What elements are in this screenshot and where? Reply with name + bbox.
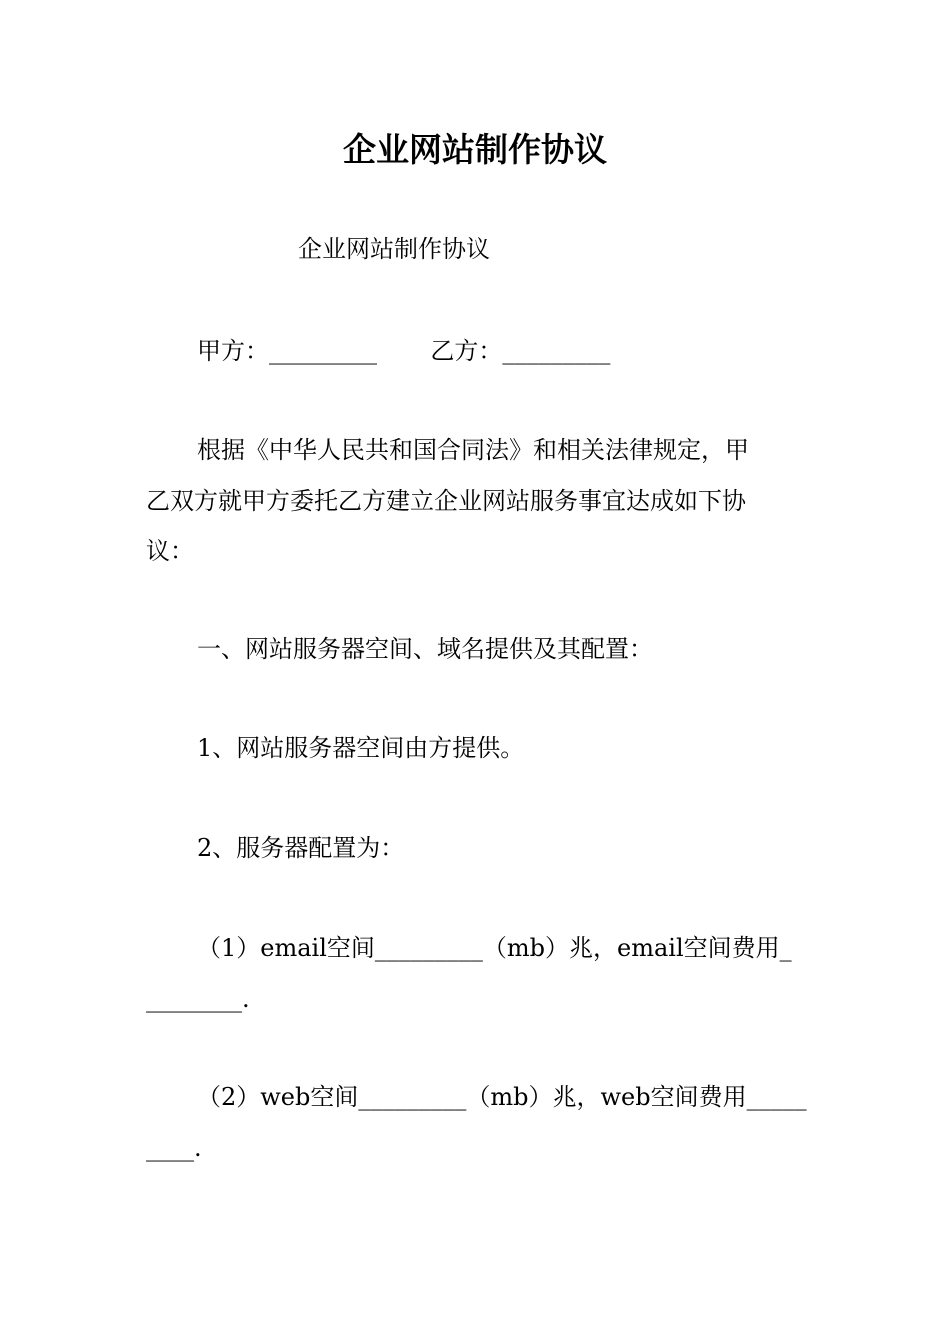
section1-heading: 一、网站服务器空间、域名提供及其配置： xyxy=(197,635,653,663)
document-title: 企业网站制作协议 xyxy=(343,130,607,169)
web-space-line-1: （2）web空间_________（mb）兆，web空间费用_____ xyxy=(197,1083,807,1111)
parties-line: 甲方：_________ 乙方：_________ xyxy=(197,337,611,365)
intro-line-3: 议： xyxy=(146,537,194,565)
clause-item-2: 2、服务器配置为： xyxy=(197,834,405,862)
email-space-line-2: ________. xyxy=(146,985,250,1013)
intro-line-1: 根据《中华人民共和国合同法》和相关法律规定，甲 xyxy=(197,436,749,464)
document-subtitle: 企业网站制作协议 xyxy=(298,235,490,263)
clause-item-1: 1、网站服务器空间由方提供。 xyxy=(197,734,525,762)
email-space-line-1: （1）email空间_________（mb）兆，email空间费用_ xyxy=(197,934,792,962)
intro-line-2: 乙双方就甲方委托乙方建立企业网站服务事宜达成如下协 xyxy=(146,487,746,515)
web-space-line-2: ____. xyxy=(146,1134,202,1162)
